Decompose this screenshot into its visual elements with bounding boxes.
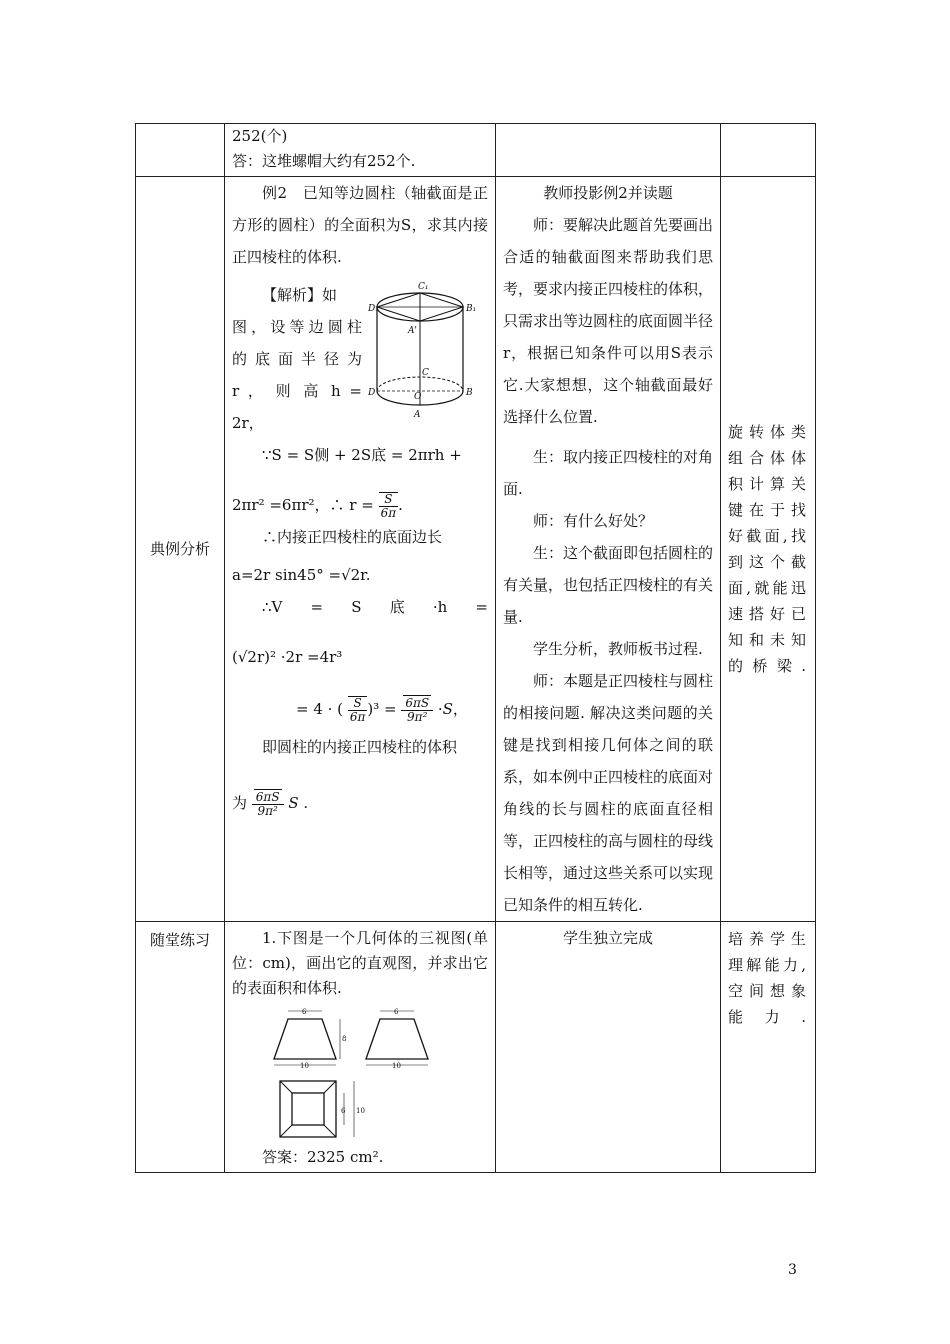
- equation-line: 2πr² =6πr²，∴ r = $\frac{S}{6\pi}$ .: [232, 492, 403, 520]
- svg-text:O: O: [414, 392, 422, 402]
- equation: ∴V = S 底 ·h =: [262, 598, 488, 616]
- svg-text:A: A: [414, 410, 421, 420]
- dimension-label: 6: [394, 1008, 399, 1016]
- teacher-text: 学生独立完成: [562, 929, 653, 947]
- note-cell: [721, 124, 816, 177]
- teacher-cell: [496, 922, 721, 1173]
- table-row: [136, 177, 816, 922]
- teacher-text: 师：本题是正四棱柱与圆柱的相接问题. 解决这类问题的关键是找到相接几何体之间的联系，如本例中正四棱柱的底面对角线的长与圆柱的底面直径相等，正四棱柱的高与圆柱的母线长相等，通过这些关系可以实现已知条件的相互转化.: [503, 672, 714, 914]
- teacher-text: 教师投影例2并读题: [543, 184, 673, 202]
- front-view-figure: [270, 1007, 348, 1071]
- teacher-text: 学生分析，教师板书过程.: [533, 640, 703, 658]
- design-note: 旋转体类组合体体积计算关键在于找好截面,找到这个截面,就能迅速搭好已知和未知的桥梁.: [728, 423, 808, 675]
- content-cell: [225, 922, 496, 1173]
- svg-text:C: C: [422, 368, 429, 378]
- equation: ∴内接正四棱柱的底面边长: [262, 528, 443, 546]
- cylinder-figure: [368, 279, 478, 429]
- note-cell: [721, 177, 816, 922]
- equation-line: = 4 · ( $\frac{S}{6\pi}$ )³ = $\frac{6\pi S}{\text{9π²}}$ ·S，: [296, 695, 468, 724]
- side-view-figure: [362, 1007, 432, 1071]
- solution-head: 【解析】如: [262, 286, 338, 304]
- equation: = 4 · (: [296, 700, 344, 718]
- content-cell: [225, 124, 496, 177]
- table-row: [136, 922, 816, 1173]
- example-title: 例2 已知等边圆柱（轴截面是正方形的圆柱）的全面积为S，求其内接正四棱柱的体积.: [232, 184, 488, 266]
- note-cell: [721, 922, 816, 1173]
- fraction: $\frac{S}{6\pi}$: [349, 696, 366, 724]
- row-label: 随堂练习: [136, 922, 225, 1173]
- conclusion-line: 为 $\frac{6\pi S}{\text{9π²}}$ S .: [232, 789, 309, 818]
- svg-text:D₁: D₁: [368, 304, 379, 314]
- dimension-label: 10: [392, 1062, 401, 1070]
- conclusion: 为: [232, 794, 248, 812]
- teacher-text: 生：取内接正四棱柱的对角面.: [503, 448, 714, 498]
- design-note: 培养学生理解能力,空间想象能力.: [728, 930, 808, 1026]
- svg-text:B₁: B₁: [466, 304, 477, 314]
- dimension-label: 6: [341, 1107, 346, 1115]
- text-line: 252(个): [232, 127, 288, 145]
- lesson-table: [135, 123, 816, 1173]
- top-view-figure: [272, 1075, 372, 1145]
- dimension-label: 8: [342, 1035, 347, 1043]
- svg-text:A': A': [408, 326, 417, 336]
- dimension-label: 6: [302, 1008, 307, 1016]
- dimension-label: 10: [356, 1107, 365, 1115]
- row-label: [136, 124, 225, 177]
- svg-text:B: B: [466, 388, 473, 398]
- text-line: 答：这堆螺帽大约有252个.: [232, 152, 416, 170]
- table-row: [136, 124, 816, 177]
- teacher-text: 师：要解决此题首先要画出合适的轴截面图来帮助我们思考，要求内接正四棱柱的体积，只需求出等边圆柱的底面圆半径r，根据已知条件可以用S表示它.大家想想，这个轴截面最好选择什么位置.: [503, 216, 714, 426]
- solution-line: r ， 则 高 h =: [232, 382, 362, 400]
- fraction: $\frac{6\pi S}{\text{9π²}}$: [401, 697, 433, 724]
- fraction: $\frac{S}{6\pi}$: [380, 492, 397, 520]
- content-cell: [225, 177, 496, 922]
- exercise-question: 1.下图是一个几何体的三视图(单位：cm)，画出它的直观图，并求出它的表面积和体积.: [232, 929, 488, 997]
- equation: a=2r sin45° =√2r.: [232, 566, 371, 584]
- page-number: 3: [788, 1262, 797, 1278]
- svg-text:C₁: C₁: [418, 282, 429, 292]
- solution-line: 2r，: [232, 414, 264, 432]
- equation: ∵S = S侧 + 2S底 = 2πrh +: [262, 446, 462, 464]
- solution-line: 图，设等边圆柱: [232, 318, 362, 336]
- equation: 2πr² =6πr²，∴ r =: [232, 496, 374, 514]
- fraction: $\frac{6\pi S}{\text{9π²}}$: [252, 791, 284, 818]
- row-label: 典例分析: [136, 177, 225, 922]
- equation: (√2r)² ·2r =4r³: [232, 648, 343, 666]
- teacher-cell: [496, 177, 721, 922]
- teacher-cell: [496, 124, 721, 177]
- teacher-text: 师：有什么好处？: [533, 512, 654, 530]
- exercise-answer: 答案：2325 cm².: [262, 1148, 384, 1166]
- dimension-label: 10: [300, 1062, 309, 1070]
- solution-line: 的 底 面 半 径 为: [232, 350, 362, 368]
- conclusion: 即圆柱的内接正四棱柱的体积: [262, 738, 458, 756]
- svg-text:D: D: [368, 388, 376, 398]
- teacher-text: 生：这个截面即包括圆柱的有关量，也包括正四棱柱的有关量.: [503, 544, 714, 626]
